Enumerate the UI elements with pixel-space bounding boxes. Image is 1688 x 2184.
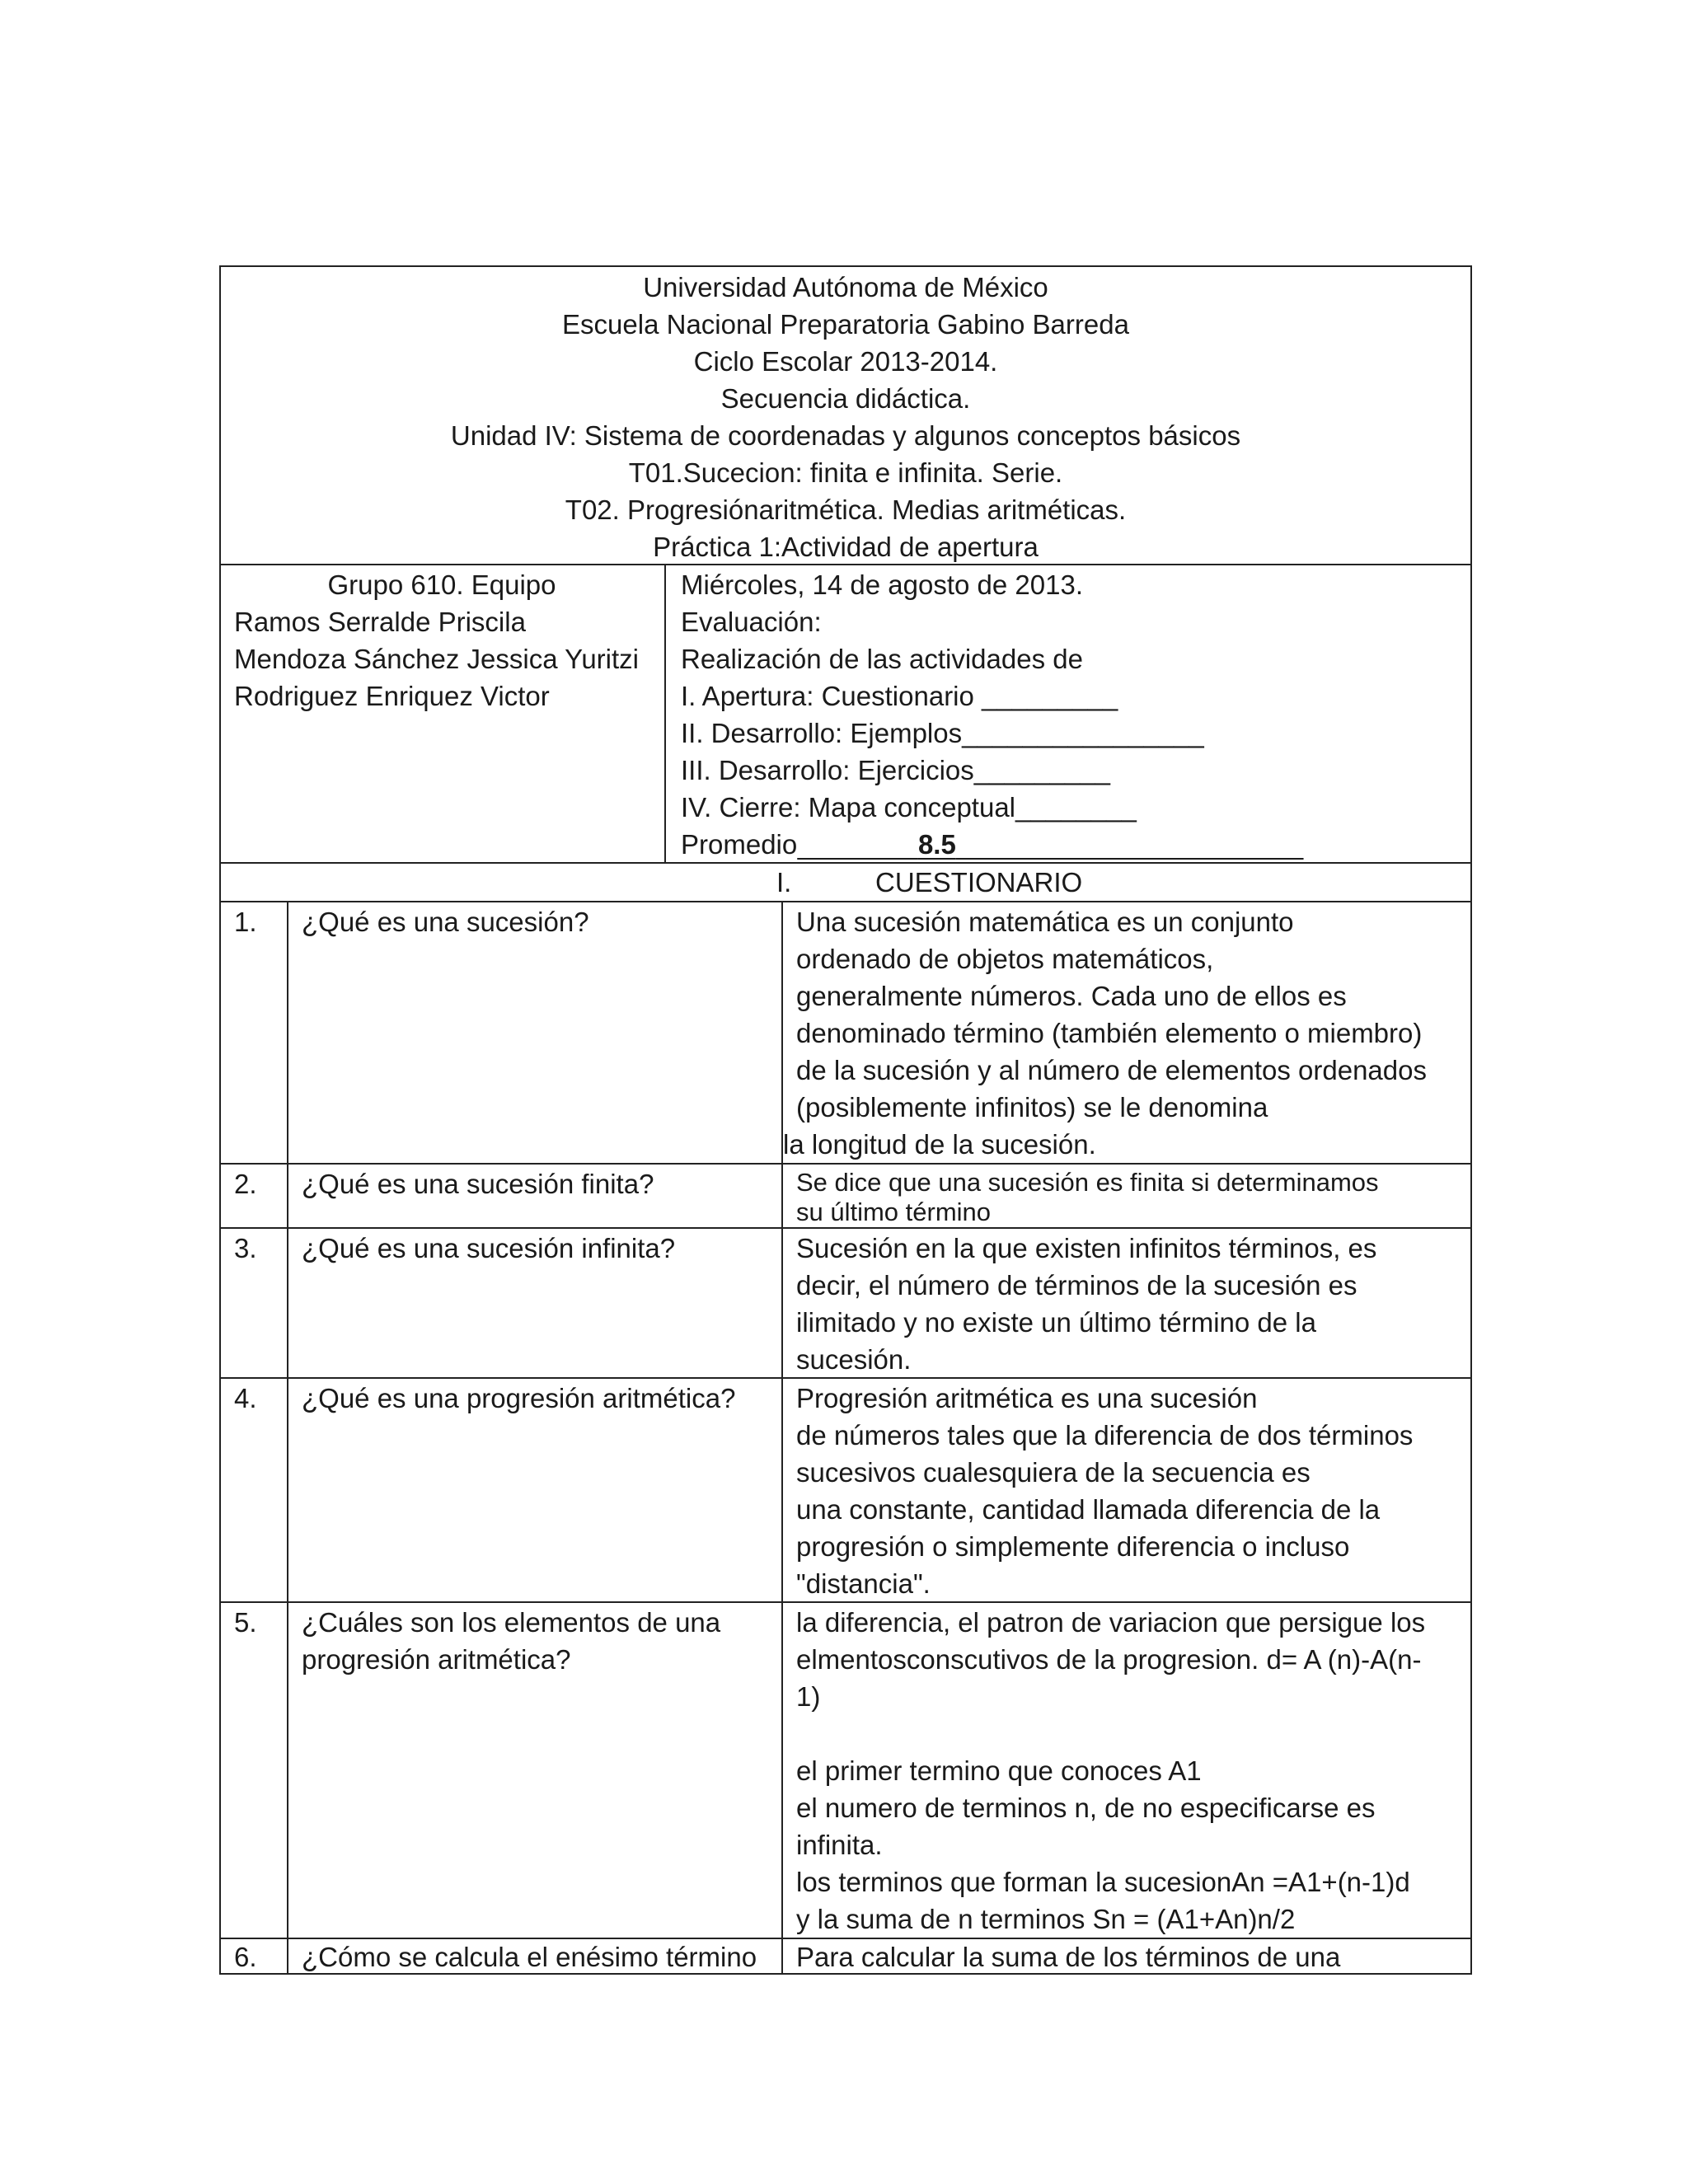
date: Miércoles, 14 de agosto de 2013. [681,569,1083,600]
answer-line: la longitud de la sucesión. [783,1129,1096,1160]
answer-line: el primer termino que conoces A1 [796,1755,1202,1786]
answer-line: y la suma de n terminos Sn = (A1+An)n/2 [796,1904,1296,1934]
question-text: ¿Cómo se calcula el enésimo término [302,1942,757,1972]
divider [219,1163,1472,1165]
answer-line: infinita. [796,1830,883,1860]
answer-line: elmentosconscutivos de la progresion. d= A (n)-A(n- [796,1644,1422,1675]
evaluation-title: Evaluación: [681,607,822,637]
answer-line: Se dice que una sucesión es finita si determinamos [796,1168,1379,1197]
section-title: CUESTIONARIO [875,867,1083,898]
answer-line: generalmente números. Cada uno de ellos es [796,981,1347,1011]
answer-line: Una sucesión matemática es un conjunto [796,907,1294,937]
question-number: 3. [234,1233,257,1263]
evaluation-item: IV. Cierre: Mapa conceptual________ [681,792,1137,823]
question-text: ¿Qué es una sucesión? [302,907,589,937]
divider [664,564,666,864]
answer-line: sucesivos cualesquiera de la secuencia es [796,1457,1311,1488]
answer-line: de números tales que la diferencia de dos términos [796,1420,1414,1451]
team-member: Mendoza Sánchez Jessica Yuritzi [234,644,639,674]
team-member: Rodriguez Enriquez Victor [234,681,550,711]
answer-line: una constante, cantidad llamada diferencia de la [796,1494,1381,1525]
answer-line: los terminos que forman la sucesionAn =A1+(n-1)d [796,1867,1410,1897]
document-type: Secuencia didáctica. [720,383,971,414]
practice-title: Práctica 1:Actividad de apertura [653,532,1039,562]
university-name: Universidad Autónoma de México [643,272,1048,302]
answer-line: 1) [796,1681,821,1712]
answer-line: decir, el número de términos de la sucesión es [796,1270,1357,1301]
question-text: ¿Qué es una progresión aritmética? [302,1383,736,1413]
question-text: ¿Qué es una sucesión infinita? [302,1233,676,1263]
answer-line: de la sucesión y al número de elementos ordenados [796,1055,1427,1085]
team-member: Ramos Serralde Priscila [234,607,526,637]
question-text: ¿Cuáles son los elementos de una [302,1607,721,1638]
question-number: 1. [234,907,257,937]
divider [287,901,288,1975]
answer-line: "distancia". [796,1568,931,1599]
section-roman: I. [776,867,792,898]
answer-line: ilimitado y no existe un último término de la [796,1307,1316,1338]
answer-line: su último término [796,1197,992,1226]
school-name: Escuela Nacional Preparatoria Gabino Barreda [562,309,1129,340]
school-year: Ciclo Escolar 2013-2014. [693,346,998,377]
topic-2: T02. Progresiónaritmética. Medias aritméticas. [565,494,1127,525]
answer-line: el numero de terminos n, de no especificarse es [796,1793,1376,1823]
evaluation-item: III. Desarrollo: Ejercicios_________ [681,755,1110,785]
answer-line: Progresión aritmética es una sucesión [796,1383,1258,1413]
unit-title: Unidad IV: Sistema de coordenadas y algunos conceptos básicos [450,420,1241,451]
divider [781,901,783,1975]
answer-line: ordenado de objetos matemáticos, [796,944,1214,974]
answer-line: denominado término (también elemento o miembro) [796,1018,1423,1048]
answer-line: Sucesión en la que existen infinitos términos, es [796,1233,1377,1263]
topic-1: T01.Sucecion: finita e infinita. Serie. [628,457,1063,488]
answer-line: sucesión. [796,1344,912,1375]
evaluation-intro: Realización de las actividades de [681,644,1083,674]
question-number: 2. [234,1169,257,1199]
question-number: 6. [234,1942,257,1972]
answer-line: la diferencia, el patron de variacion que persigue los [796,1607,1426,1638]
average-blank [797,829,1303,860]
answer-line: (posiblemente infinitos) se le denomina [796,1092,1268,1122]
group-label: Grupo 610. Equipo [327,569,556,600]
question-number: 4. [234,1383,257,1413]
question-text: progresión aritmética? [302,1644,571,1675]
average-value: 8.5 [917,829,956,860]
average-row [681,826,1304,863]
answer-line: Para calcular la suma de los términos de una [796,1942,1341,1972]
question-text: ¿Qué es una sucesión finita? [302,1169,654,1199]
average-label: Promedio [681,829,798,860]
evaluation-item: II. Desarrollo: Ejemplos________________ [681,718,1204,748]
evaluation-item: I. Apertura: Cuestionario _________ [681,681,1118,711]
divider [219,901,1472,902]
answer-line: progresión o simplemente diferencia o incluso [796,1531,1350,1562]
question-number: 5. [234,1607,257,1638]
